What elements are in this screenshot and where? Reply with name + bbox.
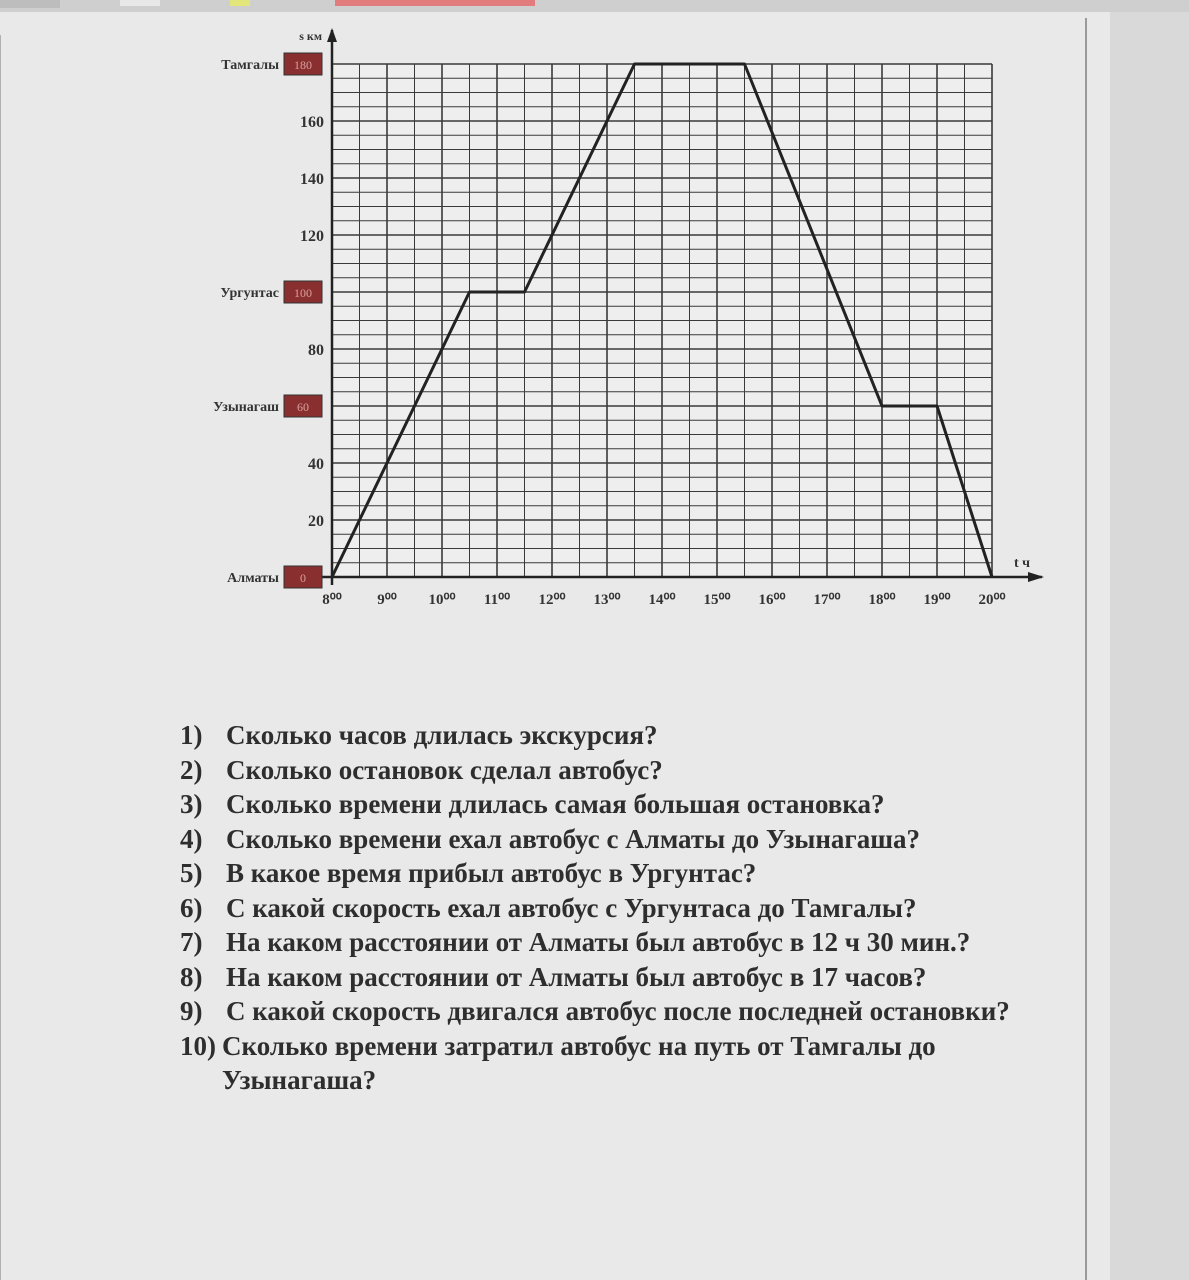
y-tick-label: 80: [308, 342, 324, 359]
question-number: 7): [180, 927, 203, 957]
x-tick-label: 16⁰⁰: [758, 592, 786, 608]
distance-time-chart: [150, 20, 1060, 620]
question-item: [180, 856, 1070, 891]
question-number: 5): [180, 858, 203, 888]
question-number: 3): [180, 789, 203, 819]
place-name-label: Алматы: [227, 571, 279, 586]
x-tick-label: 14⁰⁰: [648, 592, 676, 608]
question-number: 2): [180, 754, 203, 785]
place-name-label: Узынагаш: [213, 400, 279, 415]
x-tick-label: 15⁰⁰: [703, 592, 731, 608]
question-list: [180, 718, 1070, 1098]
question-number: 1): [180, 720, 203, 750]
question-text: На каком расстоянии от Алматы был автобус в 12 ч 30 мин.?: [226, 927, 971, 957]
toolbar-fragment: [0, 0, 60, 8]
toolbar-fragment: [230, 0, 250, 6]
place-name-label: Тамгалы: [221, 58, 279, 73]
page-right-border: [1085, 18, 1087, 1280]
toolbar-fragment: [120, 0, 160, 6]
question-text: Сколько времени ехал автобус с Алматы до Узынагаша?: [226, 823, 920, 854]
place-name-label: Ургунтас: [220, 286, 279, 301]
x-tick-label: 11⁰⁰: [483, 592, 511, 608]
question-number: 10): [180, 1030, 216, 1061]
x-tick-label: 17⁰⁰: [813, 592, 841, 608]
question-item: [180, 994, 1070, 1029]
x-axis-label: t ч: [1013, 556, 1031, 571]
place-value-label: 60: [297, 400, 309, 414]
y-tick-label: 20: [308, 513, 324, 530]
window-top-strip: [0, 0, 1189, 12]
question-text: Сколько времени затратил автобус на путь от Тамгалы до Узынагаша?: [222, 1030, 936, 1095]
question-text: Сколько остановок сделал автобус?: [226, 754, 663, 785]
question-number: 4): [180, 823, 203, 854]
x-tick-label: 19⁰⁰: [923, 592, 951, 608]
question-item: [180, 891, 1070, 926]
question-item: [180, 753, 1070, 788]
y-axis-arrow: [327, 28, 337, 42]
x-tick-label: 18⁰⁰: [868, 592, 896, 608]
question-number: 6): [180, 892, 203, 923]
question-item: [180, 787, 1070, 822]
toolbar-fragment: [335, 0, 535, 6]
question-item: [180, 960, 1070, 995]
place-value-label: 100: [294, 286, 312, 300]
page-left-edge: [0, 35, 1, 1280]
question-item: [180, 718, 1070, 753]
question-item: [180, 1029, 1070, 1098]
place-value-label: 0: [300, 571, 306, 585]
x-tick-label: 13⁰⁰: [593, 592, 621, 608]
x-tick-label: 20⁰⁰: [978, 592, 1006, 608]
question-item: [180, 822, 1070, 857]
x-tick-label: 9⁰⁰: [377, 592, 397, 608]
question-item: [180, 925, 1070, 960]
y-tick-label: 120: [300, 228, 324, 245]
x-tick-label: 12⁰⁰: [538, 592, 566, 608]
question-text: В какое время прибыл автобус в Ургунтас?: [226, 858, 757, 888]
y-tick-label: 160: [300, 114, 324, 131]
question-text: Сколько часов длилась экскурсия?: [226, 720, 658, 750]
y-axis-label: s км: [299, 29, 322, 43]
y-tick-label: 140: [300, 171, 324, 188]
question-text: Сколько времени длилась самая большая остановка?: [226, 789, 885, 819]
question-number: 9): [180, 996, 203, 1026]
question-text: С какой скорость ехал автобус с Ургунтаса до Тамгалы?: [226, 892, 917, 923]
x-tick-label: 10⁰⁰: [428, 592, 456, 608]
x-axis-arrow: [1028, 572, 1044, 582]
y-tick-label: 40: [308, 456, 324, 473]
question-number: 8): [180, 961, 203, 992]
x-tick-label: 8⁰⁰: [322, 592, 342, 608]
place-value-label: 180: [294, 58, 312, 72]
question-text: На каком расстоянии от Алматы был автобус в 17 часов?: [226, 961, 927, 992]
question-text: С какой скорость двигался автобус после последней остановки?: [226, 996, 1010, 1026]
